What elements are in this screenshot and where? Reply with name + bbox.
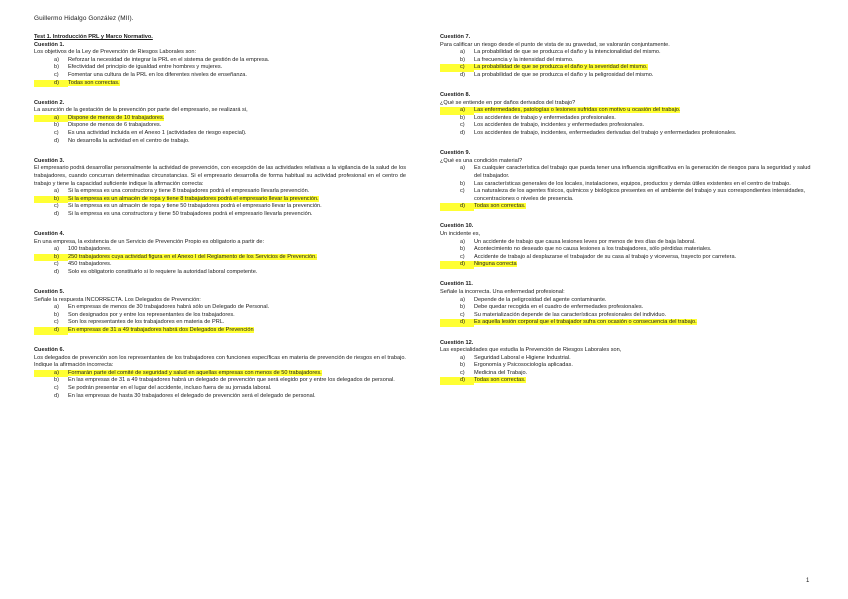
option-letter: b)	[54, 377, 59, 384]
option-text: Los accidentes de trabajo, incidentes y enfermedades profesionales.	[474, 122, 645, 129]
options-list	[440, 355, 812, 385]
test-title: Test 1. Introducción PRL y Marco Normativo.	[34, 34, 153, 40]
answer-option	[440, 57, 812, 65]
answer-option	[440, 370, 812, 378]
answer-option	[440, 72, 812, 80]
option-letter: d)	[54, 210, 59, 217]
answer-option	[34, 57, 406, 65]
answer-option	[440, 362, 812, 370]
answer-option-highlighted	[440, 261, 812, 269]
option-letter: d)	[440, 203, 474, 211]
option-text: Accidente de trabajo al desplazarse el trabajador de su casa al trabajo y viceversa, trayecto por carretera.	[474, 253, 737, 260]
option-text: Son los representantes de los trabajadores en materia de PRL.	[68, 319, 225, 326]
option-text: Si la empresa es una constructora y tiene 50 trabajadores podrá el empresario llevarla prevención.	[68, 210, 313, 217]
answer-option	[34, 393, 406, 401]
option-text: Fomentar una cultura de la PRL en los diferentes niveles de enseñanza.	[68, 71, 247, 78]
option-text: Ergonomía y Psicosociología aplicadas.	[474, 362, 573, 369]
option-text: Es una actividad incluida en el Anexo 1 (actividades de riesgo especial).	[68, 130, 247, 137]
option-letter: d)	[54, 137, 59, 144]
option-text: Debe quedar recogida en el cuadro de enfermedades profesionales.	[474, 304, 644, 311]
option-letter: a)	[54, 246, 59, 253]
option-text: Efectividad del principio de igualdad entre hombres y mujeres.	[68, 64, 223, 71]
option-letter: c)	[54, 385, 59, 392]
question-10	[440, 223, 812, 269]
option-text: Reforzar la necesidad de integrar la PRL en el sistema de gestión de la empresa.	[68, 56, 270, 63]
answer-option	[34, 269, 406, 277]
option-letter: b)	[460, 114, 465, 121]
question-12	[440, 340, 812, 386]
answer-option	[34, 377, 406, 385]
option-letter: a)	[34, 370, 68, 378]
question-title: Cuestión 6.	[34, 347, 65, 354]
option-letter: b)	[460, 180, 465, 187]
option-text: Solo es obligatorio constituirlo si lo requiere la autoridad laboral competente.	[68, 268, 258, 275]
question-title: Cuestión 10.	[440, 223, 474, 230]
question-title: Cuestión 3.	[34, 157, 65, 164]
option-letter: c)	[54, 203, 59, 210]
option-text: Su materialización depende de las características profesionales del individuo.	[474, 311, 667, 318]
question-5	[34, 289, 406, 335]
question-stem: En una empresa, la existencia de un Servicio de Prevención Propio es obligatorio a partir de:	[34, 238, 265, 245]
option-letter: b)	[460, 246, 465, 253]
question-title: Cuestión 8.	[440, 92, 471, 99]
option-text: Es aquella lesión corporal que el trabajador sufra con ocasión o consecuencia del trabajo.	[474, 319, 697, 326]
option-letter: d)	[440, 261, 474, 269]
question-stem: ¿Qué se entiende en por daños derivados del trabajo?	[440, 99, 576, 106]
answer-option	[34, 304, 406, 312]
option-letter: b)	[460, 304, 465, 311]
question-title: Cuestión 11.	[440, 281, 473, 288]
option-text: Todas son correctas.	[68, 79, 120, 86]
option-text: En empresas de 31 a 49 trabajadores habrá dos Delegados de Prevención	[68, 327, 254, 333]
options-list	[34, 246, 406, 276]
question-stem: Los objetivos de la Ley de Prevención de Riesgos Laborales son:	[34, 49, 197, 56]
option-text: 100 trabajadores.	[68, 246, 112, 253]
option-text: Un accidente de trabajo que causa lesiones leves por menos de tres días de baja laboral.	[474, 238, 696, 245]
answer-option	[34, 261, 406, 269]
question-stem: El empresario podrá desarrollar personalmente la actividad de prevención, con excepción de las actividades relativas a la vigilancia de la salud de los trabajadores, cuando concurran determinadas circunstancias. Si el empresario desarrolla de forma habitual su actividad profesional en el centro de trabajo y tiene la capacidad suficiente indique la afirmación correcta:	[34, 165, 406, 187]
answer-option-highlighted	[34, 254, 406, 262]
option-letter: c)	[54, 130, 59, 137]
question-4	[34, 231, 406, 277]
option-letter: d)	[460, 71, 465, 78]
option-text: La probabilidad de que se produzca el daño y la severidad del mismo.	[474, 64, 648, 71]
option-text: En las empresas de hasta 30 trabajadores el delegado de prevención será el delegado de personal.	[68, 392, 316, 399]
question-title: Cuestión 4.	[34, 230, 65, 237]
question-11	[440, 281, 812, 327]
option-text: Las características generales de los locales, instalaciones, equipos, productos y demás útiles existentes en el centro de trabajo.	[474, 180, 791, 187]
option-text: No desarrolla la actividad en el centro de trabajo.	[68, 137, 190, 144]
option-letter: c)	[460, 311, 465, 318]
option-text: En las empresas de 31 a 49 trabajadores habrá un delegado de prevención que será elegido por y entre los delegados de personal.	[68, 377, 395, 384]
question-1	[34, 42, 406, 88]
question-stem: Un incidente es,	[440, 230, 481, 237]
options-list	[440, 49, 812, 79]
options-list	[34, 57, 406, 87]
option-text: Depende de la peligrosidad del agente contaminante.	[474, 296, 607, 303]
question-8	[440, 92, 812, 138]
option-text: Seguridad Laboral e Higiene Industrial.	[474, 354, 571, 361]
option-text: En empresas de menos de 30 trabajadores habrá sólo un Delegado de Personal.	[68, 304, 270, 311]
option-letter: b)	[460, 56, 465, 63]
question-title: Cuestión 1.	[34, 41, 65, 48]
option-text: Los accidentes de trabajo y enfermedades profesionales.	[474, 114, 616, 121]
right-column	[440, 34, 812, 398]
question-title: Cuestión 5.	[34, 289, 65, 296]
options-list	[440, 107, 812, 137]
option-text: La probabilidad de que se produzca el daño y la peligrosidad del mismo.	[474, 71, 654, 78]
option-text: La frecuencia y la intensidad del mismo.	[474, 56, 574, 63]
option-letter: b)	[54, 122, 59, 129]
answer-option	[440, 304, 812, 312]
question-stem: Los delegados de prevención son los representantes de los trabajadores con funciones específicas en materia de prevención de riesgos en el trabajo. Indique la afirmación incorrecta:	[34, 354, 406, 369]
answer-option-highlighted	[440, 64, 812, 72]
option-letter: a)	[460, 354, 465, 361]
answer-option-highlighted	[34, 327, 406, 335]
option-text: Los accidentes de trabajo, incidentes, enfermedades derivadas del trabajo y enfermedades profesionales.	[474, 130, 737, 137]
option-text: Dispone de menos de 6 trabajadores.	[68, 122, 162, 129]
question-6	[34, 347, 406, 400]
option-text: Si la empresa es un almacén de ropa y tiene 8 trabajadores podrá el empresario llevar la prevención.	[68, 195, 319, 202]
answer-option	[440, 122, 812, 130]
option-letter: a)	[54, 304, 59, 311]
answer-option	[440, 297, 812, 305]
option-text: 250 trabajadores cuya actividad figura en el Anexo I del Reglamento de los Servicios de Prevención.	[68, 253, 317, 260]
answer-option	[34, 138, 406, 146]
option-text: Todas son correctas.	[474, 203, 526, 210]
page-number: 1	[806, 578, 810, 584]
options-list	[34, 115, 406, 145]
option-letter: d)	[34, 327, 68, 335]
answer-option	[34, 203, 406, 211]
answer-option-highlighted	[34, 115, 406, 123]
option-letter: b)	[34, 254, 68, 262]
option-letter: b)	[54, 311, 59, 318]
option-text: La probabilidad de que se produzca el daño y la intencionalidad del mismo.	[474, 49, 661, 56]
question-7	[440, 34, 812, 80]
option-text: Se podrán presentar en el lugar del accidente, incluso fuera de su jornada laboral.	[68, 385, 272, 392]
option-letter: c)	[460, 122, 465, 129]
option-text: Si la empresa es un almacén de ropa y tiene 50 trabajadores podrá el empresario llevar la prevención.	[68, 203, 322, 210]
answer-option	[440, 254, 812, 262]
question-stem: ¿Qué es una condición material?	[440, 157, 523, 164]
option-letter: c)	[54, 261, 59, 268]
option-letter: d)	[54, 392, 59, 399]
answer-option	[34, 211, 406, 219]
answer-option	[34, 246, 406, 254]
option-letter: d)	[54, 268, 59, 275]
answer-option-highlighted	[34, 80, 406, 88]
option-letter: a)	[460, 238, 465, 245]
option-letter: c)	[440, 64, 474, 72]
left-column	[34, 34, 406, 413]
option-text: Si la empresa es una constructora y tiene 8 trabajadores podrá el empresario llevarla prevención.	[68, 188, 310, 195]
option-text: Acontecimiento no deseado que no causa lesiones a los trabajadores, sólo pérdidas materiales.	[474, 246, 712, 253]
question-title: Cuestión 9.	[440, 150, 471, 157]
answer-option	[34, 64, 406, 72]
option-letter: c)	[460, 188, 465, 195]
answer-option-highlighted	[34, 370, 406, 378]
answer-option	[34, 385, 406, 393]
author-header: Guillermo Hidalgo González (MII).	[34, 15, 134, 22]
option-text: Dispone de menos de 10 trabajadores.	[68, 114, 165, 121]
option-letter: a)	[460, 165, 465, 172]
option-letter: c)	[460, 253, 465, 260]
option-letter: b)	[460, 362, 465, 369]
option-letter: c)	[54, 319, 59, 326]
options-list	[34, 304, 406, 334]
answer-option-highlighted	[440, 377, 812, 385]
answer-option	[34, 319, 406, 327]
option-text: Son designados por y entre los representantes de los trabajadores.	[68, 311, 235, 318]
option-letter: d)	[440, 319, 474, 327]
option-text: 450 trabajadores.	[68, 261, 112, 268]
answer-option	[34, 122, 406, 130]
question-title: Cuestión 7.	[440, 34, 471, 40]
option-text: Las enfermedades, patologías o lesiones sufridas con motivo u ocasión del trabajo.	[474, 107, 681, 114]
answer-option	[34, 130, 406, 138]
question-3	[34, 158, 406, 219]
options-list	[440, 165, 812, 211]
answer-option	[440, 312, 812, 320]
options-list	[440, 297, 812, 327]
options-list	[34, 188, 406, 218]
question-title: Cuestión 12.	[440, 339, 474, 346]
question-9	[440, 150, 812, 211]
question-stem: Las especialidades que estudia la Prevención de Riesgos Laborales son,	[440, 347, 622, 354]
question-title: Cuestión 2.	[34, 99, 65, 106]
answer-option-highlighted	[440, 319, 812, 327]
option-text: Ninguna correcta	[474, 261, 517, 268]
option-letter: d)	[460, 130, 465, 137]
option-letter: d)	[440, 377, 474, 385]
option-letter: a)	[54, 188, 59, 195]
option-letter: d)	[34, 80, 68, 88]
option-text: Formarán parte del comité de seguridad y salud en aquellas empresas con menos de 50 trabajadores.	[68, 369, 322, 376]
answer-option	[440, 246, 812, 254]
option-text: La naturaleza de los agentes físicos, químicos y biológicos presentes en el ambiente del trabajo y sus correspondientes intensidades, concentraciones o niveles de presencia.	[474, 188, 806, 202]
option-letter: c)	[54, 71, 59, 78]
option-text: Todas son correctas.	[474, 377, 526, 384]
option-text: Medicina del Trabajo.	[474, 369, 528, 376]
answer-option	[440, 181, 812, 189]
options-list	[34, 370, 406, 400]
question-stem: Para calificar un riesgo desde el punto de vista de su gravedad, se valorarán conjuntamente.	[440, 41, 670, 48]
option-text: Es cualquier característica del trabajo que pueda tener una influencia significativa en la generación de riesgos para la seguridad y salud del trabajador.	[474, 165, 811, 179]
question-stem: Señale la incorrecta. Una enfermedad profesional:	[440, 289, 565, 296]
option-letter: a)	[460, 296, 465, 303]
answer-option-highlighted	[34, 196, 406, 204]
answer-option-highlighted	[440, 107, 812, 115]
question-stem: Señale la respuesta INCORRECTA. Los Delegados de Prevención:	[34, 296, 201, 303]
option-letter: a)	[54, 56, 59, 63]
answer-option	[34, 312, 406, 320]
options-list	[440, 239, 812, 269]
answer-option	[440, 188, 812, 203]
answer-option	[440, 355, 812, 363]
answer-option	[440, 239, 812, 247]
option-letter: c)	[460, 369, 465, 376]
option-letter: a)	[460, 49, 465, 56]
option-letter: b)	[54, 64, 59, 71]
option-letter: a)	[34, 115, 68, 123]
option-letter: b)	[34, 196, 68, 204]
answer-option	[440, 49, 812, 57]
answer-option-highlighted	[440, 203, 812, 211]
answer-option	[440, 115, 812, 123]
answer-option	[440, 165, 812, 180]
option-letter: a)	[440, 107, 474, 115]
answer-option	[34, 188, 406, 196]
question-stem: La asunción de la gestación de la prevención por parte del empresario, se realizará si,	[34, 107, 248, 114]
answer-option	[440, 130, 812, 138]
answer-option	[34, 72, 406, 80]
question-2	[34, 100, 406, 146]
